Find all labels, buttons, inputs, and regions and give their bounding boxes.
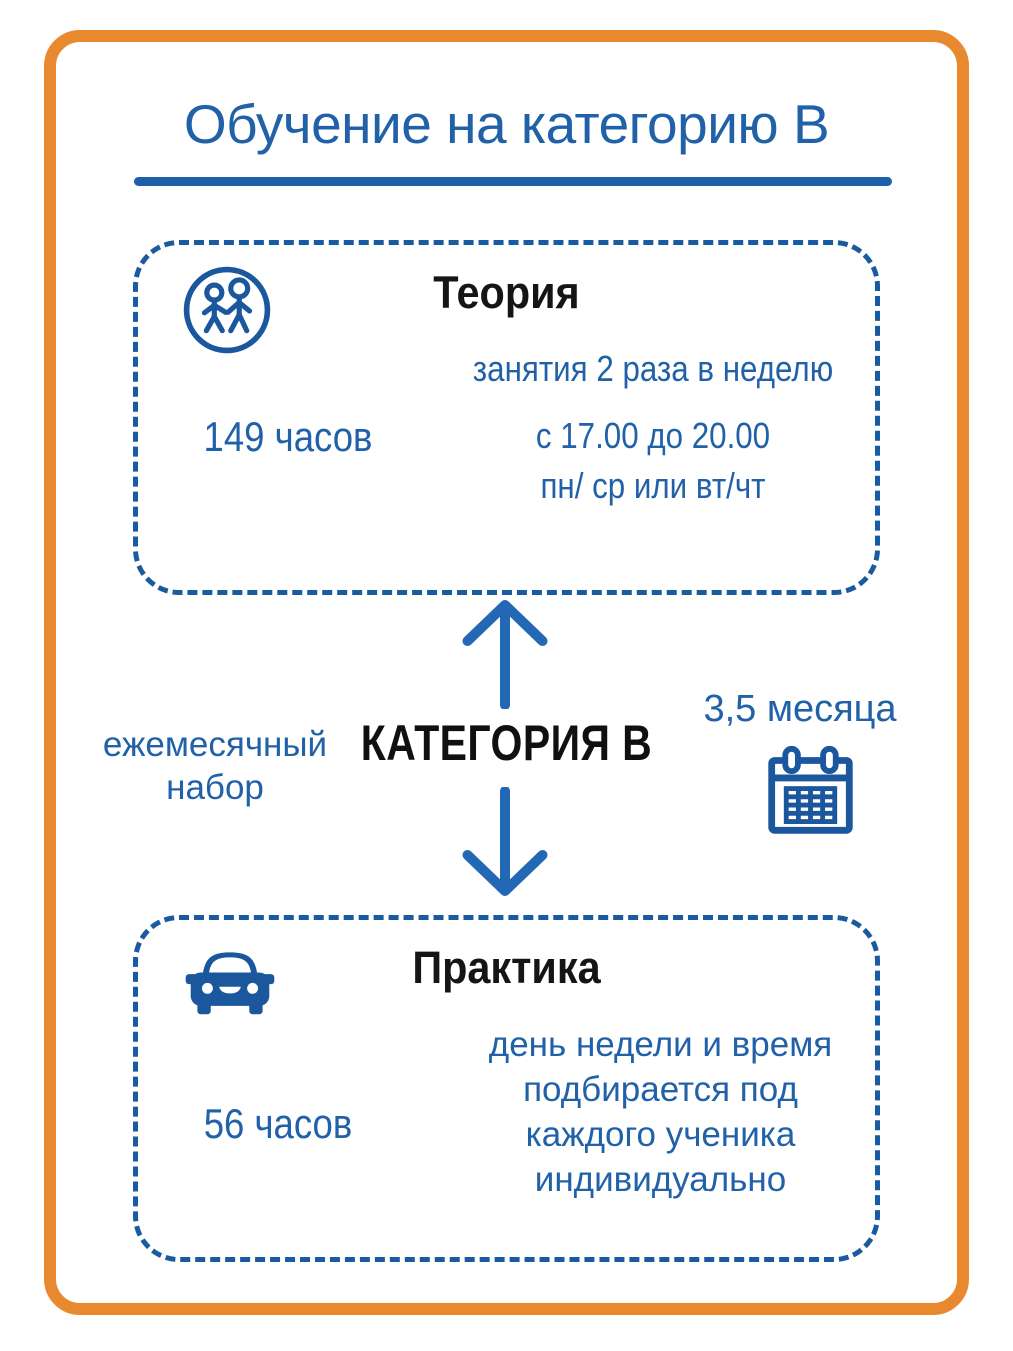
theory-schedule-line: пн/ ср или вт/чт <box>540 465 766 506</box>
theory-schedule-line: с 17.00 до 20.00 <box>535 415 771 456</box>
practice-card <box>133 915 880 1262</box>
practice-details-line: подбирается под <box>523 1070 798 1109</box>
title-underline <box>134 177 892 186</box>
theory-card <box>133 240 880 595</box>
theory-heading: Теория <box>433 267 580 318</box>
practice-details <box>438 1022 883 1202</box>
practice-details-line: индивидуально <box>534 1160 787 1199</box>
theory-schedule-line: занятия 2 раза в неделю <box>472 348 834 389</box>
category-label: КАТЕГОРИЯ В <box>360 715 653 771</box>
arrow-up-icon <box>457 597 553 709</box>
arrow-down-icon <box>457 787 553 899</box>
practice-details-line: день недели и время <box>488 1025 833 1064</box>
practice-heading: Практика <box>412 942 601 993</box>
duration-label: 3,5 месяца <box>703 688 897 730</box>
practice-hours: 56 часов <box>203 1100 353 1147</box>
practice-details-line: каждого ученика <box>525 1115 796 1154</box>
theory-hours: 149 часов <box>203 413 373 460</box>
page-title: Обучение на категорию В <box>183 93 830 155</box>
calendar-icon <box>762 740 859 843</box>
enrollment-note <box>80 723 350 809</box>
enrollment-note-line: ежемесячный <box>102 725 328 764</box>
enrollment-note-line: набор <box>166 768 264 807</box>
